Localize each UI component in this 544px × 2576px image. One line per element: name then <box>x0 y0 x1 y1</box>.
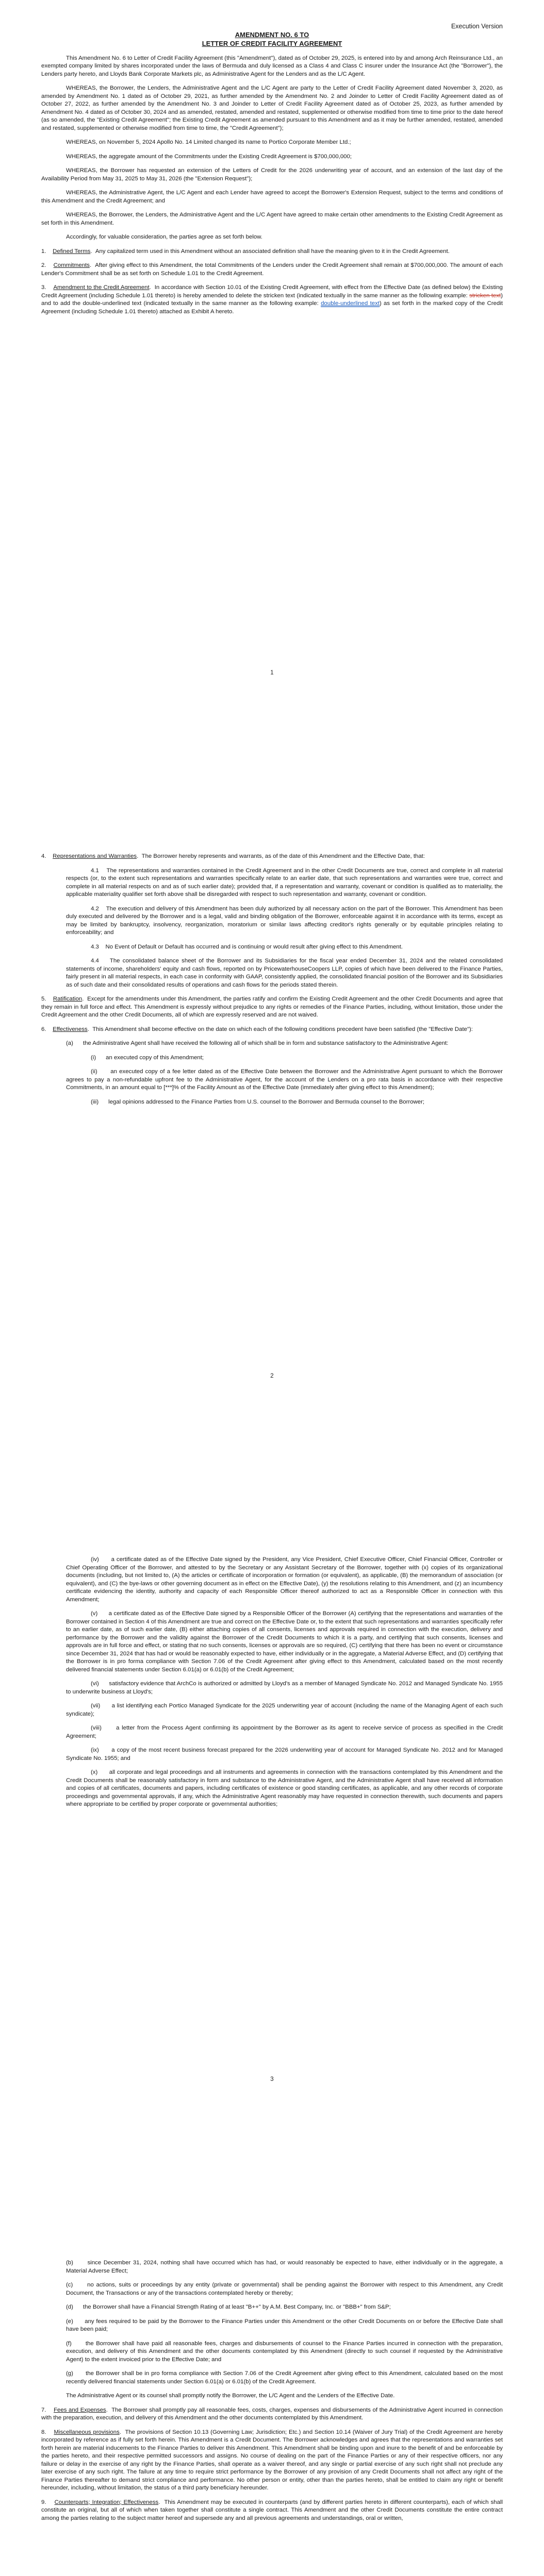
effective-date-notice: The Administrative Agent or its counsel shall promptly notify the Borrower, the L/C Agent and the Lenders of the Effective Date. <box>66 2393 395 2399</box>
clause-a-v: (v) a certificate dated as of the Effective Date signed by a Responsible Officer of the Borrower (A) certifying that the representations and warranties of the Borrower contained in Section 4 of this Amendment are true and correct on the Effective Date or, to the extent that such representations and warranties specifically refer to an earlier date, as of such earlier date, (B) either attaching copies of all consents, licenses and approvals required in connection with the execution, delivery and performance by the Borrower and the validity against the Borrower of the Credit Documents to which it is a party, and certifying that such consents, licenses and approvals are in full force and effect, or stating that no such consents, licenses or approvals are so required, (C) certifying that there has been no event or circumstance since December 31, 2024 that has had or would be reasonably expected to have, either individually or in the aggregate, a Material Adverse Effect, and (D) certifying that the Borrower is in pro forma compliance with Section 7.06 of the Credit Agreement after giving effect to this Amendment, calculated based on the most recently delivered financial statements under Section 6.01(a) or 6.01(b) of the Credit Agreement; <box>66 1611 503 1673</box>
whereas-paragraph-2: WHEREAS, on November 5, 2024 Apollo No. 14 Limited changed its name to Portico Corporate Member Ltd.; <box>66 139 351 146</box>
section-7-text: The Borrower shall promptly pay all reasonable fees, costs, charges, expenses and disbursements of the Administrative Agent incurred in connection with the preparation, execution, and delivery of this Amendment and the other documents contemplated by this Amendment. <box>41 2406 503 2421</box>
section-1-text: Any capitalized term used in this Amendment without an associated definition shall have the meaning given to it in the Credit Agreement. <box>95 248 450 255</box>
whereas-paragraph-4: WHEREAS, the Borrower has requested an extension of the Letters of Credit for the 2026 underwriting year of account, and an extension of the last day of the Availability Period from May 31, 2025 to May 31, 2026 (the "Extension Request"); <box>41 167 503 182</box>
stricken-text-example: stricken text <box>469 292 501 299</box>
page-4-content <box>41 2120 503 2529</box>
intro-paragraph: This Amendment No. 6 to Letter of Credit Facility Agreement (this "Amendment"), dated as of October 29, 2025, is entered into by and among Arch Reinsurance Ltd., an exempted company limited by shares incorporated under the laws of Bermuda and duly licensed as a Class 4 and Class C insurer under the Insurance Act (the "Borrower"), the Lenders party hereto, and Lloyds Bank Corporate Markets plc, as Administrative Agent for the Lenders and as the L/C Agent. <box>41 55 503 77</box>
page-1-content <box>41 31 503 322</box>
section-4-heading: Representations and Warranties <box>53 853 137 859</box>
clause-a-vii: (vii) a list identifying each Portico Managed Syndicate for the 2025 underwriting year of account (including the name of the Managing Agent of each such syndicate); <box>66 1703 503 1717</box>
clause-a-vi: (vi) satisfactory evidence that ArchCo is authorized or admitted by Lloyd's as a member of Managed Syndicate No. 2012 and Managed Syndicate No. 1955 to underwrite business at Lloyd's; <box>66 1681 503 1695</box>
clause-g-text: the Borrower shall be in pro forma compliance with Section 7.06 of the Credit Agreement after giving effect to this Amendment, calculated based on the most recently delivered financial statements under Section 6.01(a) or 6.01(b) of the Credit Agreement. <box>66 2370 503 2385</box>
clause-a-x: (x) all corporate and legal proceedings and all instruments and agreements in connection with the transactions contemplated by this Amendment and the Credit Documents shall be reasonably satisfactory in form and substance to the Administrative Agent, and the Administrative Agent shall have received all information and copies of all certificates, documents and papers, including certificates of existence or good standing certificates, as applicable, and any other records of corporate proceedings and governmental approvals, if any, which the Administrative Agent reasonably may have requested in connection therewith, such documents and papers where appropriate to be certified by proper corporate or governmental authorities; <box>66 1769 503 1807</box>
clause-a-ix: (ix) a copy of the most recent business forecast prepared for the 2026 underwriting year of account for Managed Syndicate No. 2012 and for Managed Syndicate No. 1955; and <box>66 1747 503 1761</box>
section-8: 8. Miscellaneous provisions. The provisions of Section 10.13 (Governing Law; Jurisdiction; Etc.) and Section 10.14 (Waiver of Jury Trial) of the Credit Agreement are hereby incorporated by reference as if fully set forth herein. This Amendment is a Credit Document. The Borrower acknowledges and agrees that the representations and warranties set forth herein are material inducements to the Finance Parties to deliver this Amendment. This Amendment shall be binding upon and inure to the benefit of and be enforceable by the parties hereto, and their respective permitted successors and assigns. No course of dealing on the part of the Finance Parties or any of their respective officers, nor any failure or delay in the exercise of any right by the Finance Parties, shall operate as a waiver thereof, and any single or partial exercise of any such right shall not preclude any later exercise of any such right. The failure at any time to require strict performance by the Borrower of any provision of any Credit Documents shall not affect any right of the Finance Parties thereafter to demand strict compliance and performance. No other person or entity, other than the parties hereto, shall be entitled to claim any right or benefit hereunder, including, without limitation, the status of a third party beneficiary hereunder. <box>41 2429 503 2491</box>
section-4-3-text: No Event of Default or Default has occurred and is continuing or would result after giving effect to this Amendment. <box>105 943 403 950</box>
page-3-content <box>41 1417 503 1815</box>
section-8-heading: Miscellaneous provisions <box>54 2429 120 2435</box>
clause-a-iii: (iii) legal opinions addressed to the Finance Parties from U.S. counsel to the Borrower and Bermuda counsel to the Borrower; <box>91 1098 425 1105</box>
clause-a-iii-text: legal opinions addressed to the Finance Parties from U.S. counsel to the Borrower and Bermuda counsel to the Borrower; <box>108 1098 425 1105</box>
clause-a: (a) the Administrative Agent shall have received the following all of which shall be in form and substance satisfactory to the Administrative Agent: <box>66 1040 449 1046</box>
section-4-1: 4.1 The representations and warranties contained in the Credit Agreement and in the other Credit Documents are true, correct and complete in all material respects (or, to the extent such representations and warranties specifically relate to an earlier date, that such representations and warranties were true, correct and complete in all material respects on and as of such earlier date); provided that, if a representation and warranty, covenant or condition is qualified as to materiality, the applicable materiality qualifier set forth above shall be disregarded with respect to such representation and warranty, covenant or condition. <box>66 867 503 897</box>
clause-a-vi-text: satisfactory evidence that ArchCo is authorized or admitted by Lloyd's as a member of Managed Syndicate No. 2012 and Managed Syndicate No. 1955 to underwrite business at Lloyd's; <box>66 1681 503 1695</box>
clause-a-ii: (ii) an executed copy of a fee letter dated as of the Effective Date between the Borrower and the Administrative Agent pursuant to which the Borrower agrees to pay a non-refundable upfront fee to the Administrative Agent, for the account of the Lenders on a pro rata basis in accordance with their respective Commitments, in an amount equal to [***]% of the Facility Amount as of the Effective Date (immediately after giving effect to this Amendment); <box>66 1069 503 1091</box>
section-6: 6. Effectiveness. This Amendment shall become effective on the date on which each of the following conditions precedent have been satisfied (the "Effective Date"): <box>41 1026 473 1032</box>
clause-a-x-text: all corporate and legal proceedings and all instruments and agreements in connection with the transactions contemplated by this Amendment and the Credit Documents shall be reasonably satisfactory in form and substance to the Administrative Agent, and the Administrative Agent shall have received all information and copies of all certificates, documents and papers, including certificates of existence or good standing certificates, as applicable, and any other records of corporate proceedings and governmental approvals, if any, which the Administrative Agent reasonably may have requested in connection therewith, such documents and papers where appropriate to be certified by proper corporate or governmental authorities; <box>66 1769 503 1807</box>
section-3-text-c: ) as set forth in the marked copy of the Credit Agreement (including Schedule 1.01 thereto) attached as Exhibit A hereto. <box>41 300 503 315</box>
section-6-text: This Amendment shall become effective on the date on which each of the following conditions precedent have been satisfied (the "Effective Date"): <box>92 1026 473 1032</box>
whereas-paragraph-6: WHEREAS, the Borrower, the Lenders, the Administrative Agent and the L/C Agent have agreed to make certain other amendments to the Existing Credit Agreement as set forth in this Amendment. <box>41 212 503 226</box>
section-4-2-text: The execution and delivery of this Amendment has been duly authorized by all necessary action on the part of the Borrower. This Amendment has been duly executed and delivered by the Borrower and is a legal, valid and binding obligation of the Borrower, enforceable against it in accordance with its terms, except as may be limited by bankruptcy, insolvency, reorganization, moratorium or similar laws affecting creditor's rights generally or by equitable principles relating to enforceability; and <box>66 905 503 936</box>
document-title <box>41 31 503 48</box>
title-line-2: LETTER OF CREDIT FACILITY AGREEMENT <box>202 39 342 47</box>
clause-b-text: since December 31, 2024, nothing shall have occurred which has had, or would reasonably be expected to have, either individually or in the aggregate, a Material Adverse Effect; <box>66 2260 503 2274</box>
clause-g: (g) the Borrower shall be in pro forma compliance with Section 7.06 of the Credit Agreement after giving effect to this Amendment, calculated based on the most recently delivered financial statements under Section 6.01(a) or 6.01(b) of the Credit Agreement. <box>66 2370 503 2385</box>
section-4-text: The Borrower hereby represents and warrants, as of the date of this Amendment and the Effective Date, that: <box>141 853 425 859</box>
whereas-paragraph-5: WHEREAS, the Administrative Agent, the L/C Agent and each Lender have agreed to accept the Borrower's Extension Request, subject to the terms and conditions of this Amendment and the Credit Agreement; and <box>41 190 503 204</box>
section-3-text-a: In accordance with Section 10.01 of the Existing Credit Agreement, with effect from the Effective Date (as defined below) the Existing Credit Agreement (including Schedule 1.01 thereto) is hereby amended to delete the stricken text (indicated textually in the same manner as the following example: <box>41 284 503 299</box>
section-4-3: 4.3 No Event of Default or Default has occurred and is continuing or would result after giving effect to this Amendment. <box>91 943 403 950</box>
section-1: 1. Defined Terms. Any capitalized term used in this Amendment without an associated definition shall have the meaning given to it in the Credit Agreement. <box>41 248 450 255</box>
clause-a-viii: (viii) a letter from the Process Agent confirming its appointment by the Borrower as its agent to receive service of process as specified in the Credit Agreement; <box>66 1725 503 1739</box>
clause-d-text: the Borrower shall have a Financial Strength Rating of at least "B++" by A.M. Best Company, Inc. or "BBB+" from S&P; <box>83 2304 391 2310</box>
clause-a-v-text: a certificate dated as of the Effective Date signed by a Responsible Officer of the Borrower (A) certifying that the representations and warranties of the Borrower contained in Section 4 of this Amendment are true and correct on the Effective Date or, to the extent that such representations and warranties specifically refer to an earlier date, as of such earlier date, (B) either attaching copies of all consents, licenses and approvals required in connection with the execution, delivery and performance by the Borrower and the validity against the Borrower of the Credit Documents to which it is a party, and certifying that such consents, licenses and approvals are in full force and effect, or stating that no such consents, licenses or approvals are so required, (C) certifying that there has been no event or circumstance since December 31, 2024 that has had or would be reasonably expected to have, either individually or in the aggregate, a Material Adverse Effect, and (D) certifying that the Borrower is in pro forma compliance with Section 7.06 of the Credit Agreement after giving effect to this Amendment, calculated based on the most recently delivered financial statements under Section 6.01(a) or 6.01(b) of the Credit Agreement; <box>66 1611 503 1673</box>
page-number: 1 <box>270 670 274 676</box>
section-4-4: 4.4 The consolidated balance sheet of the Borrower and its Subsidiaries for the fiscal year ended December 31, 2024 and the related consolidated statements of income, shareholders' equity and cash flows, reported on by PricewaterhouseCoopers LLP, copies of which have been delivered to the Finance Parties, fairly present in all material respects, in each case in conformity with GAAP, consistently applied, the consolidated financial position of the Borrower and its Subsidiaries as of such date and their consolidated results of operations and cash flows for the periods stated therein. <box>66 958 503 988</box>
section-4: 4. Representations and Warranties. The Borrower hereby represents and warrants, as of the date of this Amendment and the Effective Date, that: <box>41 853 425 859</box>
section-5: 5. Ratification. Except for the amendments under this Amendment, the parties ratify and confirm the Existing Credit Agreement and the other Credit Documents and agree that they remain in full force and effect. This Amendment is expressly without prejudice to any rights or remedies of the Finance Parties, including, without limitation, those under the Credit Agreement and the other Credit Documents, all of which are expressly reserved and are not waived. <box>41 996 503 1018</box>
page-3 <box>0 1406 544 2110</box>
clause-a-ii-text: an executed copy of a fee letter dated as of the Effective Date between the Borrower and the Administrative Agent pursuant to which the Borrower agrees to pay a non-refundable upfront fee to the Administrative Agent, for the account of the Lenders on a pro rata basis in accordance with their respective Commitments, in an amount equal to [***]% of the Facility Amount as of the Effective Date (immediately after giving effect to this Amendment); <box>66 1069 503 1091</box>
clause-b: (b) since December 31, 2024, nothing shall have occurred which has had, or would reasonably be expected to have, either individually or in the aggregate, a Material Adverse Effect; <box>66 2260 503 2274</box>
section-4-2: 4.2 The execution and delivery of this Amendment has been duly authorized by all necessary action on the part of the Borrower. This Amendment has been duly executed and delivered by the Borrower and is a legal, valid and binding obligation of the Borrower, enforceable against it in accordance with its terms, except as may be limited by bankruptcy, insolvency, reorganization, moratorium or similar laws affecting creditor's rights generally or by equitable principles relating to enforceability; and <box>66 905 503 936</box>
clause-c: (c) no actions, suits or proceedings by any entity (private or governmental) shall be pending against the Borrower with respect to this Amendment, any Credit Document, the Transactions or any of the transactions contemplated hereby or thereby; <box>66 2282 503 2296</box>
page-1 <box>0 0 544 703</box>
clause-a-vii-text: a list identifying each Portico Managed Syndicate for the 2025 underwriting year of account (including the name of the Managing Agent of each such syndicate); <box>66 1703 503 1717</box>
section-9: 9. Counterparts; Integration; Effectiveness. This Amendment may be executed in counterparts (and by different parties hereto in different counterparts), each of which shall constitute an original, but all of which when taken together shall constitute a single contract. This Amendment and the other Credit Documents constitute the entire contract among the parties relating to the subject matter hereof and supersede any and all previous agreements and understandings, oral or written, <box>41 2499 503 2521</box>
section-4-1-text: The representations and warranties contained in the Credit Agreement and in the other Credit Documents are true, correct and complete in all material respects (or, to the extent such representations and warranties specifically relate to an earlier date, that such representations and warranties were true, correct and complete in all material respects on and as of such earlier date); provided that, if a representation and warranty, covenant or condition is qualified as to materiality, the applicable materiality qualifier set forth above shall be disregarded with respect to such representation and warranty, covenant or condition. <box>66 867 503 897</box>
clause-a-ix-text: a copy of the most recent business forecast prepared for the 2026 underwriting year of account for Managed Syndicate No. 2012 and for Managed Syndicate No. 1955; and <box>66 1747 503 1761</box>
clause-a-iv: (iv) a certificate dated as of the Effective Date signed by the President, any Vice President, Chief Executive Officer, Chief Financial Officer, Controller or Chief Operating Officer of the Borrower, and attested to by the Secretary or any Assistant Secretary of the Borrower, together with (x) copies of its organizational documents (including, but not limited to, (A) the articles or certificate of incorporation or formation (or equivalent), as applicable, (B) the memorandum of association (or equivalent), and (C) the bye-laws or other governing document as in effect on the Effective Date), (y) the resolutions relating to this Amendment, and (z) an incumbency certificate evidencing the identity, authority and capacity of each Responsible Officer thereof authorized to act as a Responsible Officer in connection with this Amendment; <box>66 1556 503 1603</box>
section-2: 2. Commitments. After giving effect to this Amendment, the total Commitments of the Lenders under the Credit Agreement shall remain at $700,000,000. The amount of each Lender's Commitment shall be as set forth on Schedule 1.01 to the Credit Agreement. <box>41 262 503 277</box>
section-3-heading: Amendment to the Credit Agreement <box>53 284 150 291</box>
page-number: 2 <box>270 1373 274 1379</box>
clause-d: (d) the Borrower shall have a Financial Strength Rating of at least "B++" by A.M. Best Company, Inc. or "BBB+" from S&P; <box>66 2304 391 2310</box>
section-9-text: This Amendment may be executed in counterparts (and by different parties hereto in different counterparts), each of which shall constitute an original, but all of which when taken together shall constitute a single contract. This Amendment and the other Credit Documents constitute the entire contract among the parties relating to the subject matter hereof and supersede any and all previous agreements and understandings, oral or written, <box>41 2499 503 2521</box>
clause-a-iv-text: a certificate dated as of the Effective Date signed by the President, any Vice President, Chief Executive Officer, Chief Financial Officer, Controller or Chief Operating Officer of the Borrower, and attested to by the Secretary or any Assistant Secretary of the Borrower, together with (x) copies of its organizational documents (including, but not limited to, (A) the articles or certificate of incorporation or formation (or equivalent), as applicable, (B) the memorandum of association (or equivalent), and (C) the bye-laws or other governing document as in effect on the Effective Date), (y) the resolutions relating to this Amendment, and (z) an incumbency certificate evidencing the identity, authority and capacity of each Responsible Officer thereof authorized to act as a Responsible Officer in connection with this Amendment; <box>66 1556 503 1603</box>
page-4 <box>0 2110 544 2576</box>
section-2-heading: Commitments <box>53 262 90 269</box>
clause-f-text: the Borrower shall have paid all reasonable fees, charges and disbursements of counsel to the Finance Parties incurred in connection with the preparation, execution, and delivery of this Amendment and the other documents contemplated by this Amendment (directly to such counsel if requested by the Administrative Agent) to the extent invoiced prior to the Effective Date; and <box>66 2340 503 2363</box>
section-3: 3. Amendment to the Credit Agreement. In accordance with Section 10.01 of the Existing Credit Agreement, with effect from the Effective Date (as defined below) the Existing Credit Agreement (including Schedule 1.01 thereto) is hereby amended to delete the stricken text (indicated textually in the same manner as the following example: stricken text) and to add the double-underlined text (indicated textually in the same manner as the following example: double-underlined text) as set forth in the marked copy of the Credit Agreement (including Schedule 1.01 thereto) attached as Exhibit A hereto. <box>41 284 503 315</box>
section-9-heading: Counterparts; Integration; Effectiveness <box>54 2499 159 2505</box>
clause-f: (f) the Borrower shall have paid all reasonable fees, charges and disbursements of counsel to the Finance Parties incurred in connection with the preparation, execution, and delivery of this Amendment and the other documents contemplated by this Amendment (directly to such counsel if requested by the Administrative Agent) to the extent invoiced prior to the Effective Date; and <box>66 2340 503 2363</box>
clause-a-text: the Administrative Agent shall have received the following all of which shall be in form and substance satisfactory to the Administrative Agent: <box>83 1040 449 1046</box>
section-8-text: The provisions of Section 10.13 (Governing Law; Jurisdiction; Etc.) and Section 10.14 (Waiver of Jury Trial) of the Credit Agreement are hereby incorporated by reference as if fully set forth herein. This Amendment is a Credit Document. The Borrower acknowledges and agrees that the representations and warranties set forth herein are material inducements to the Finance Parties to deliver this Amendment. This Amendment shall be binding upon and inure to the benefit of and be enforceable by the parties hereto, and their respective permitted successors and assigns. No course of dealing on the part of the Finance Parties or any of their respective officers, nor any failure or delay in the exercise of any right by the Finance Parties, shall operate as a waiver thereof, and any single or partial exercise of any such right shall not preclude any later exercise of any such right. The failure at any time to require strict performance by the Borrower of any provision of any Credit Documents shall not affect any right of the Finance Parties thereafter to demand strict compliance and performance. No other person or entity, other than the parties hereto, shall be entitled to claim any right or benefit hereunder, including, without limitation, the status of a third party beneficiary hereunder. <box>41 2429 503 2491</box>
accordingly-paragraph: Accordingly, for valuable consideration, the parties agree as set forth below. <box>66 234 262 241</box>
clause-e-text: any fees required to be paid by the Borrower to the Finance Parties under this Amendment or the other Credit Documents on or before the Effective Date shall have been paid; <box>66 2318 503 2332</box>
clause-e: (e) any fees required to be paid by the Borrower to the Finance Parties under this Amendment or the other Credit Documents on or before the Effective Date shall have been paid; <box>66 2318 503 2332</box>
clause-a-i: (i) an executed copy of this Amendment; <box>91 1054 204 1061</box>
title-line-1: AMENDMENT NO. 6 TO <box>235 31 309 39</box>
section-4-4-text: The consolidated balance sheet of the Borrower and its Subsidiaries for the fiscal year ended December 31, 2024 and the related consolidated statements of income, shareholders' equity and cash flows, reported on by PricewaterhouseCoopers LLP, copies of which have been delivered to the Finance Parties, fairly present in all material respects, in each case in conformity with GAAP, consistently applied, the consolidated financial position of the Borrower and its Subsidiaries as of such date and their consolidated results of operations and cash flows for the periods stated therein. <box>66 958 503 988</box>
clause-c-text: no actions, suits or proceedings by any entity (private or governmental) shall be pending against the Borrower with respect to this Amendment, any Credit Document, the Transactions or any of the transactions contemplated hereby or thereby; <box>66 2282 503 2296</box>
section-3-text-b: ) and to add the double-underlined text (indicated textually in the same manner as the following example: <box>41 292 503 307</box>
section-5-text: Except for the amendments under this Amendment, the parties ratify and confirm the Existing Credit Agreement and the other Credit Documents and agree that they remain in full force and effect. This Amendment is expressly without prejudice to any rights or remedies of the Finance Parties, including, without limitation, those under the Credit Agreement and the other Credit Documents, all of which are expressly reserved and are not waived. <box>41 996 503 1018</box>
double-underlined-text-example: double-underlined text <box>321 300 380 307</box>
page-2 <box>0 703 544 1406</box>
section-7-heading: Fees and Expenses <box>54 2406 106 2413</box>
page-number: 3 <box>270 2076 274 2082</box>
section-2-text: After giving effect to this Amendment, the total Commitments of the Lenders under the Credit Agreement shall remain at $700,000,000. The amount of each Lender's Commitment shall be as set forth on Schedule 1.01 to the Credit Agreement. <box>41 262 503 277</box>
section-7: 7. Fees and Expenses. The Borrower shall promptly pay all reasonable fees, costs, charges, expenses and disbursements of the Administrative Agent incurred in connection with the preparation, execution, and delivery of this Amendment and the other documents contemplated by this Amendment. <box>41 2406 503 2421</box>
whereas-paragraph-1: WHEREAS, the Borrower, the Lenders, the Administrative Agent and the L/C Agent are party to the Letter of Credit Facility Agreement dated November 3, 2020, as amended by Amendment No. 1 dated as of October 29, 2021, as further amended by the Amendment No. 2 and Joinder to Letter of Credit Facility Agreement dated as of October 27, 2022, as further amended by the Amendment No. 3 and Joinder to Letter of Credit Facility Agreement dated as of October 25, 2023, as further amended by Amendment No. 4 dated as of October 30, 2024 and as amended, restated, amended and restated, supplemented or otherwise modified from time to time prior to the date hereof (as so amended, the "Existing Credit Agreement"; the Existing Credit Agreement as amended pursuant to this Amendment and as it may be further amended, restated, amended and restated, supplemented or otherwise modified from time to time, the "Credit Agreement"); <box>41 85 503 131</box>
whereas-paragraph-3: WHEREAS, the aggregate amount of the Commitments under the Existing Credit Agreement is $700,000,000; <box>66 153 352 160</box>
section-5-heading: Ratification <box>53 996 83 1002</box>
page-2-content <box>41 714 503 1112</box>
section-6-heading: Effectiveness <box>53 1026 88 1032</box>
execution-version-label: Execution Version <box>451 23 503 30</box>
clause-a-viii-text: a letter from the Process Agent confirming its appointment by the Borrower as its agent to receive service of process as specified in the Credit Agreement; <box>66 1725 503 1739</box>
section-1-heading: Defined Terms <box>53 248 91 255</box>
clause-a-i-text: an executed copy of this Amendment; <box>106 1054 204 1061</box>
